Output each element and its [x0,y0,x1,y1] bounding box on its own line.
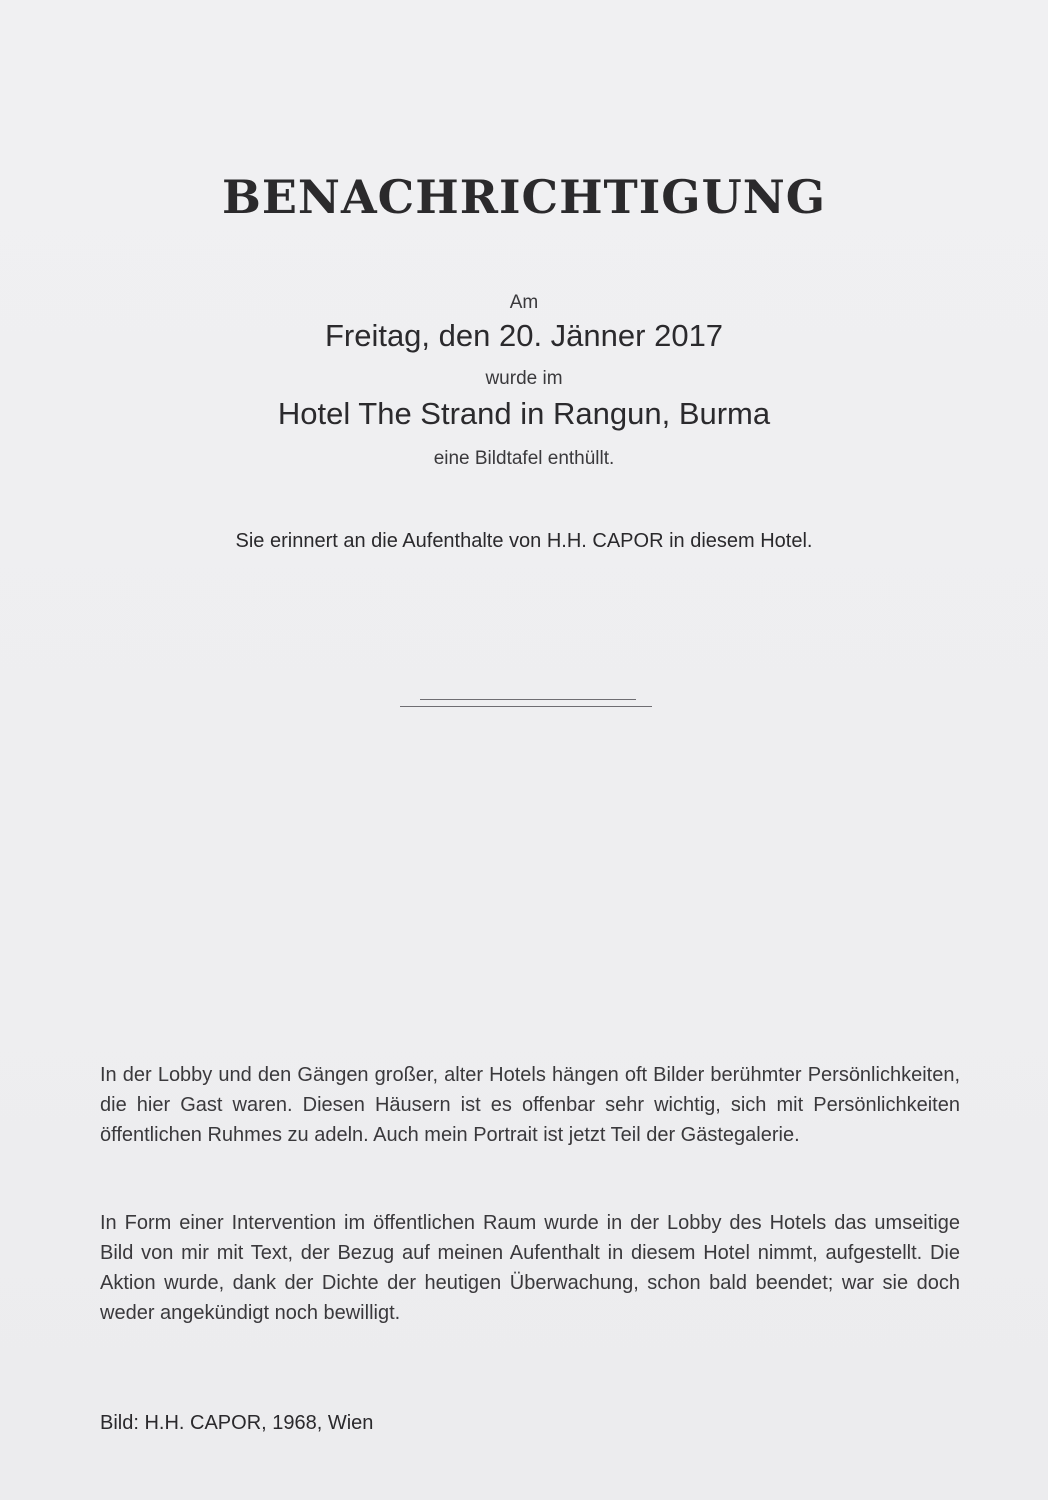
page-title: BENACHRICHTIGUNG [221,170,827,224]
intro-enthuellt: eine Bildtafel enthüllt. [433,448,615,469]
body-paragraph: In der Lobby und den Gängen großer, alter Hotels hängen oft Bilder berühmter Persönlichkeiten, die hier Gast waren. Diesen Häusern ist es offenbar sehr wichtig, sich mit Persönlichkeiten öffentlichen Ruhmes zu adeln. Auch mein Portrait ist jetzt Teil der Gästegalerie. [100,1064,960,1146]
statement-line: Sie erinnert an die Aufenthalte von H.H. CAPOR in diesem Hotel. [235,530,813,552]
divider-lower [400,706,652,707]
intro-wurde: wurde im [485,368,563,389]
intro-am: Am [509,292,539,313]
divider-upper [420,699,636,700]
event-location: Hotel The Strand in Rangun, Burma [277,396,771,431]
body-paragraph: In Form einer Intervention im öffentlichen Raum wurde in der Lobby des Hotels das umseitige Bild von mir mit Text, der Bezug auf meinen Aufenthalt in diesem Hotel nimmt, aufgestellt. Die Aktion wurde, dank der Dichte der heutigen Überwachung, schon bald beendet; war sie doch weder angekündigt noch bewilligt. [100,1212,960,1324]
event-date: Freitag, den 20. Jänner 2017 [324,318,724,353]
image-credit: Bild: H.H. CAPOR, 1968, Wien [100,1412,374,1434]
